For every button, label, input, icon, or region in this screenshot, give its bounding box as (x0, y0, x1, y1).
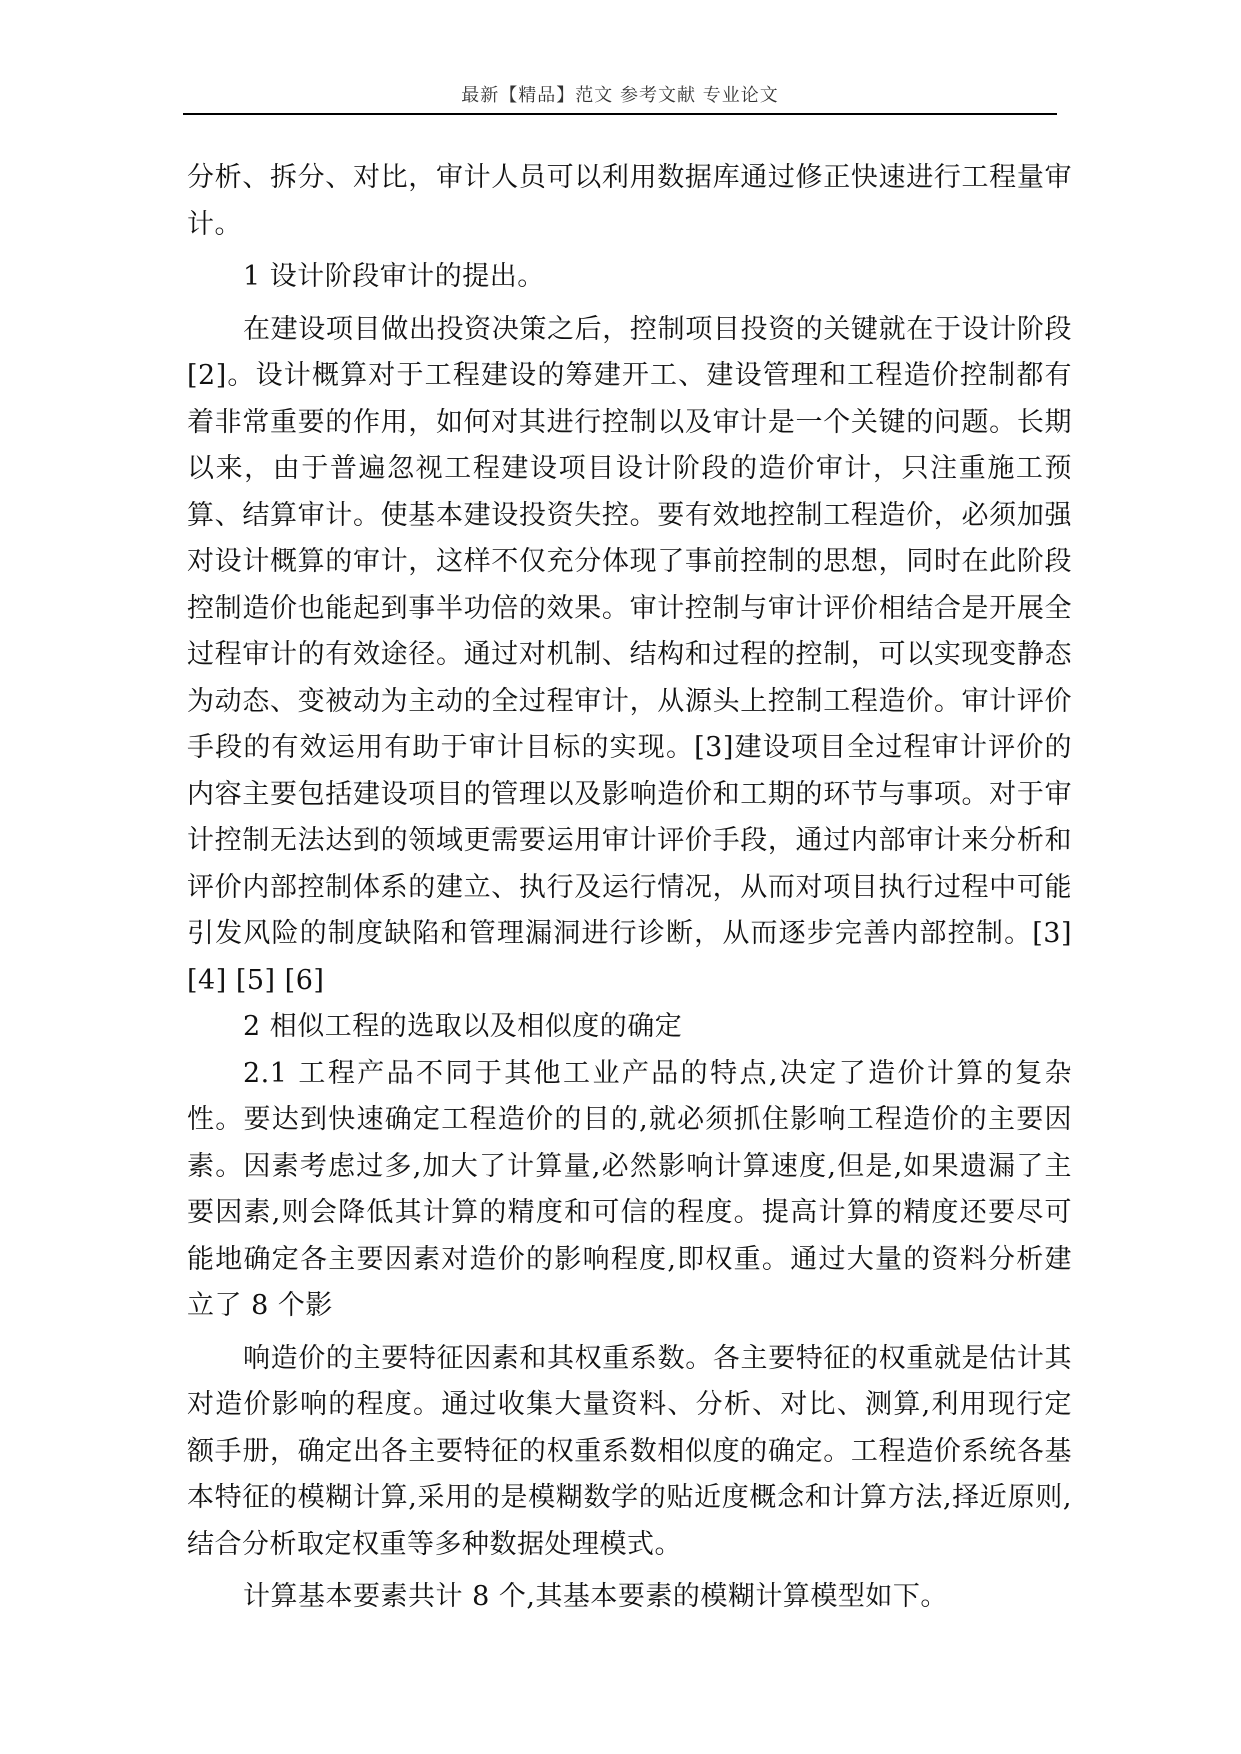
section-heading-1: 1 设计阶段审计的提出。 (243, 261, 545, 292)
paragraph-feature-weights: 响造价的主要特征因素和其权重系数。各主要特征的权重就是估计其对造价影响的程度。通过收集大量资料、分析、对比、测算,利用现行定额手册，确定出各主要特征的权重系数相似度的确定。工程造价系统各基本特征的模糊计算,采用的是模糊数学的贴近度概念和计算方法,择近原则,结合分析取定权重等多种数据处理模式。 (187, 1342, 1072, 1560)
paragraph-2-1: 2.1 工程产品不同于其他工业产品的特点,决定了造价计算的复杂性。要达到快速确定工程造价的目的,就必须抓住影响工程造价的主要因素。因素考虑过多,加大了计算量,必然影响计算速度,但是,如果遗漏了主要因素,则会降低其计算的精度和可信的程度。提高计算的精度还要尽可能地确定各主要因素对造价的影响程度,即权重。通过大量的资料分析建立了 8 个影 (187, 1057, 1072, 1321)
page-header: 最新【精品】范文 参考文献 专业论文 (461, 85, 779, 106)
header-divider (183, 113, 1057, 115)
paragraph-model-intro: 计算基本要素共计 8 个,其基本要素的模糊计算模型如下。 (243, 1581, 948, 1612)
document-body (187, 155, 1072, 1621)
paragraph-continuation: 分析、拆分、对比，审计人员可以利用数据库通过修正快速进行工程量审计。 (187, 162, 1072, 240)
paragraph-design-stage-audit: 在建设项目做出投资决策之后，控制项目投资的关键就在于设计阶段[2]。设计概算对于工程建设的筹建开工、建设管理和工程造价控制都有着非常重要的作用，如何对其进行控制以及审计是一个关键的问题。长期以来，由于普遍忽视工程建设项目设计阶段的造价审计，只注重施工预算、结算审计。使基本建设投资失控。要有效地控制工程造价，必须加强对设计概算的审计，这样不仅充分体现了事前控制的思想，同时在此阶段控制造价也能起到事半功倍的效果。审计控制与审计评价相结合是开展全过程审计的有效途径。通过对机制、结构和过程的控制，可以实现变静态为动态、变被动为主动的全过程审计，从源头上控制工程造价。审计评价手段的有效运用有助于审计目标的实现。[3]建设项目全过程审计评价的内容主要包括建设项目的管理以及影响造价和工期的环节与事项。对于审计控制无法达到的领域更需要运用审计评价手段，通过内部审计来分析和评价内部控制体系的建立、执行及运行情况，从而对项目执行过程中可能引发风险的制度缺陷和管理漏洞进行诊断，从而逐步完善内部控制。[3] [4] [5] [6] (187, 313, 1072, 996)
section-heading-2: 2 相似工程的选取以及相似度的确定 (243, 1011, 683, 1042)
